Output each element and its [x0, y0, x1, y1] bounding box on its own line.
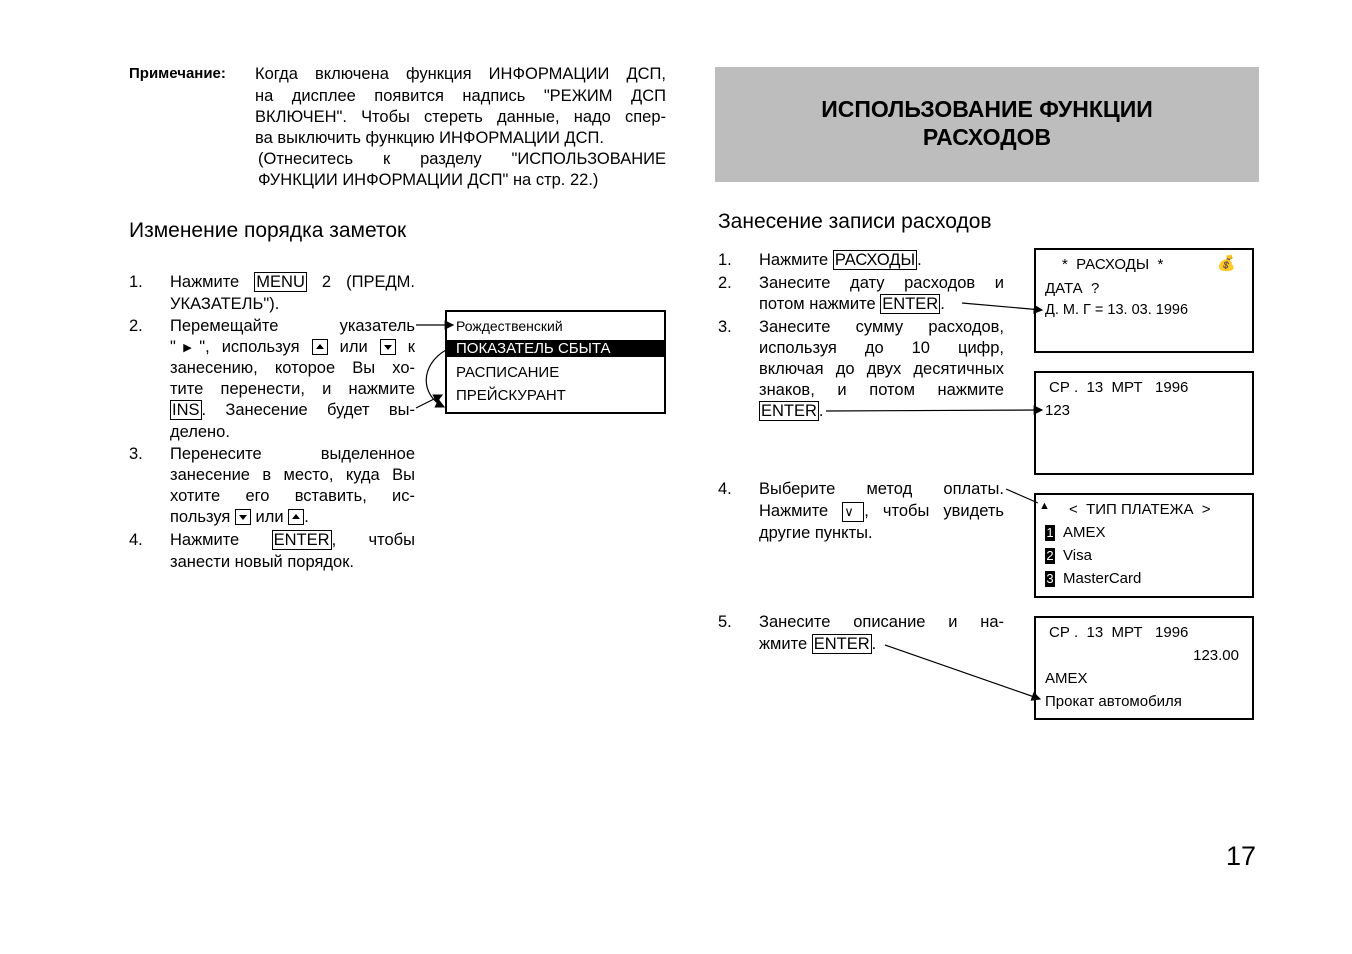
note-line-6: ФУНКЦИИ ИНФОРМАЦИИ ДСП" на стр. 22.): [258, 171, 599, 189]
menu-item: ПРЕЙСКУРАНТ: [456, 387, 566, 404]
r-step-3-line-3: включая до двух десятичных: [759, 360, 1004, 378]
scroll-up-indicator-icon: ▲: [1039, 500, 1050, 512]
step-1-line-2: УКАЗАТЕЛЬ").: [170, 295, 280, 313]
menu-item: РАСПИСАНИЕ: [456, 364, 560, 381]
screen-line: СР . 13 МРТ 1996: [1049, 379, 1189, 396]
note-label: Примечание:: [129, 65, 226, 82]
step-3-line-2: занесение в место, куда Вы: [170, 466, 415, 484]
screen-line: AMEX: [1045, 670, 1088, 687]
screen-option: 3 MasterCard: [1046, 570, 1142, 587]
enter-key: ENTER: [813, 635, 870, 653]
r-step-3-line-4: знаков, и потом нажмите: [759, 381, 1004, 399]
payment-arrow: [1006, 489, 1038, 503]
r-step-1-line-1: Нажмите РАСХОДЫ .: [759, 251, 922, 269]
note-line-4: ва выключить функцию ИНФОРМАЦИИ ДСП.: [255, 129, 604, 147]
r-step-3-line-1: Занесите сумму расходов,: [759, 318, 1004, 336]
note-line-2: на дисплее появится надпись "РЕЖИМ ДСП: [255, 87, 666, 105]
r-step-2-line-1: Занесите дату расходов и: [759, 274, 1004, 292]
step-3-line-1: Перенесите выделенное: [170, 445, 415, 463]
page-number: 17: [1226, 841, 1257, 871]
step-2-line-2: "▶", используя или к: [170, 338, 415, 356]
description-arrow: [885, 645, 1040, 699]
screen-line: ДАТА ?: [1045, 280, 1100, 297]
enter-key: ENTER: [761, 402, 817, 420]
enter-key: ENTER: [273, 531, 330, 549]
menu-item-selected: ПОКАЗАТЕЛЬ СБЫТА: [447, 340, 664, 357]
screen-line: 123: [1045, 402, 1071, 419]
r-step-3-line-5: ENTER .: [761, 402, 824, 420]
right-heading: Занесение записи расходов: [718, 210, 992, 233]
r-step-4-line-3: другие пункты.: [759, 524, 873, 542]
r-step-4-line-1: Выберите метод оплаты.: [759, 480, 1004, 498]
screen-line: Прокат автомобиля: [1045, 693, 1182, 710]
screen-line: Д. М. Г = 13. 03. 1996: [1045, 302, 1189, 318]
enter-key: ENTER: [882, 295, 939, 313]
expenses-key: РАСХОДЫ: [834, 251, 916, 269]
screen-option: 1 AMEX: [1046, 524, 1106, 541]
step-number: 1.: [129, 273, 143, 291]
step-3-line-4: пользуя или .: [170, 508, 309, 526]
r-step-5-line-1: Занесите описание и на-: [759, 613, 1004, 631]
section-title: ИСПОЛЬЗОВАНИЕ ФУНКЦИИ РАСХОДОВ: [821, 96, 1153, 150]
r-step-3-line-2: используя до 10 цифр,: [759, 339, 1004, 357]
menu-key: MENU: [256, 273, 305, 291]
step-number: 1.: [718, 251, 732, 269]
screen-option: 2 Visa: [1046, 547, 1092, 564]
step-2-line-6: делено.: [170, 423, 230, 441]
left-heading: Изменение порядка заметок: [129, 219, 407, 242]
step-4-line-2: занести новый порядок.: [170, 553, 354, 571]
step-number: 4.: [718, 480, 732, 498]
menu-item: Рождественский: [456, 318, 563, 334]
step-4-line-1: Нажмите ENTER , чтобы: [170, 531, 415, 549]
screen-title: * РАСХОДЫ *: [1062, 256, 1164, 273]
step-1-line-1: Нажмите MENU 2 (ПРЕДМ.: [170, 273, 415, 291]
step-number: 3.: [129, 445, 143, 463]
date-arrow: [962, 303, 1042, 310]
step-2-line-4: тите перенести, и нажмите: [170, 380, 415, 398]
step-number: 2.: [718, 274, 732, 292]
amount-arrow: [826, 410, 1042, 411]
step-3-line-3: хотите его вставить, ис-: [170, 487, 415, 505]
note-line-5: (Отнеситесь к разделу "ИСПОЛЬЗОВАНИЕ: [258, 150, 666, 168]
note-line-1: Когда включена функция ИНФОРМАЦИИ ДСП,: [255, 65, 666, 83]
screen-title: < ТИП ПЛАТЕЖА >: [1069, 501, 1211, 518]
scroll-down-key-icon: ∨: [842, 502, 864, 522]
r-step-4-line-2: Нажмите ∨ , чтобы увидеть: [759, 502, 1004, 520]
step-2-line-5: INS . Занесение будет вы-: [172, 401, 415, 419]
step-number: 3.: [718, 318, 732, 336]
note-line-3: ВКЛЮЧЕН". Чтобы стереть данные, надо спер-: [255, 108, 666, 126]
screen-line: СР . 13 МРТ 1996: [1049, 624, 1189, 641]
money-bag-icon: 💰: [1217, 255, 1236, 272]
step-2-line-3: занесению, которое Вы хо-: [170, 359, 415, 377]
r-step-2-line-2: потом нажмите ENTER .: [759, 295, 945, 313]
ins-arrow: [416, 395, 442, 408]
screen-amount: 123.00: [1193, 647, 1239, 664]
r-step-5-line-2: жмите ENTER .: [759, 635, 877, 653]
pointer-icon: ▶: [175, 342, 200, 354]
step-number: 5.: [718, 613, 732, 631]
step-number: 4.: [129, 531, 143, 549]
ins-key: INS: [172, 401, 200, 419]
step-number: 2.: [129, 317, 143, 335]
step-2-line-1: Перемещайте указатель: [170, 317, 415, 335]
